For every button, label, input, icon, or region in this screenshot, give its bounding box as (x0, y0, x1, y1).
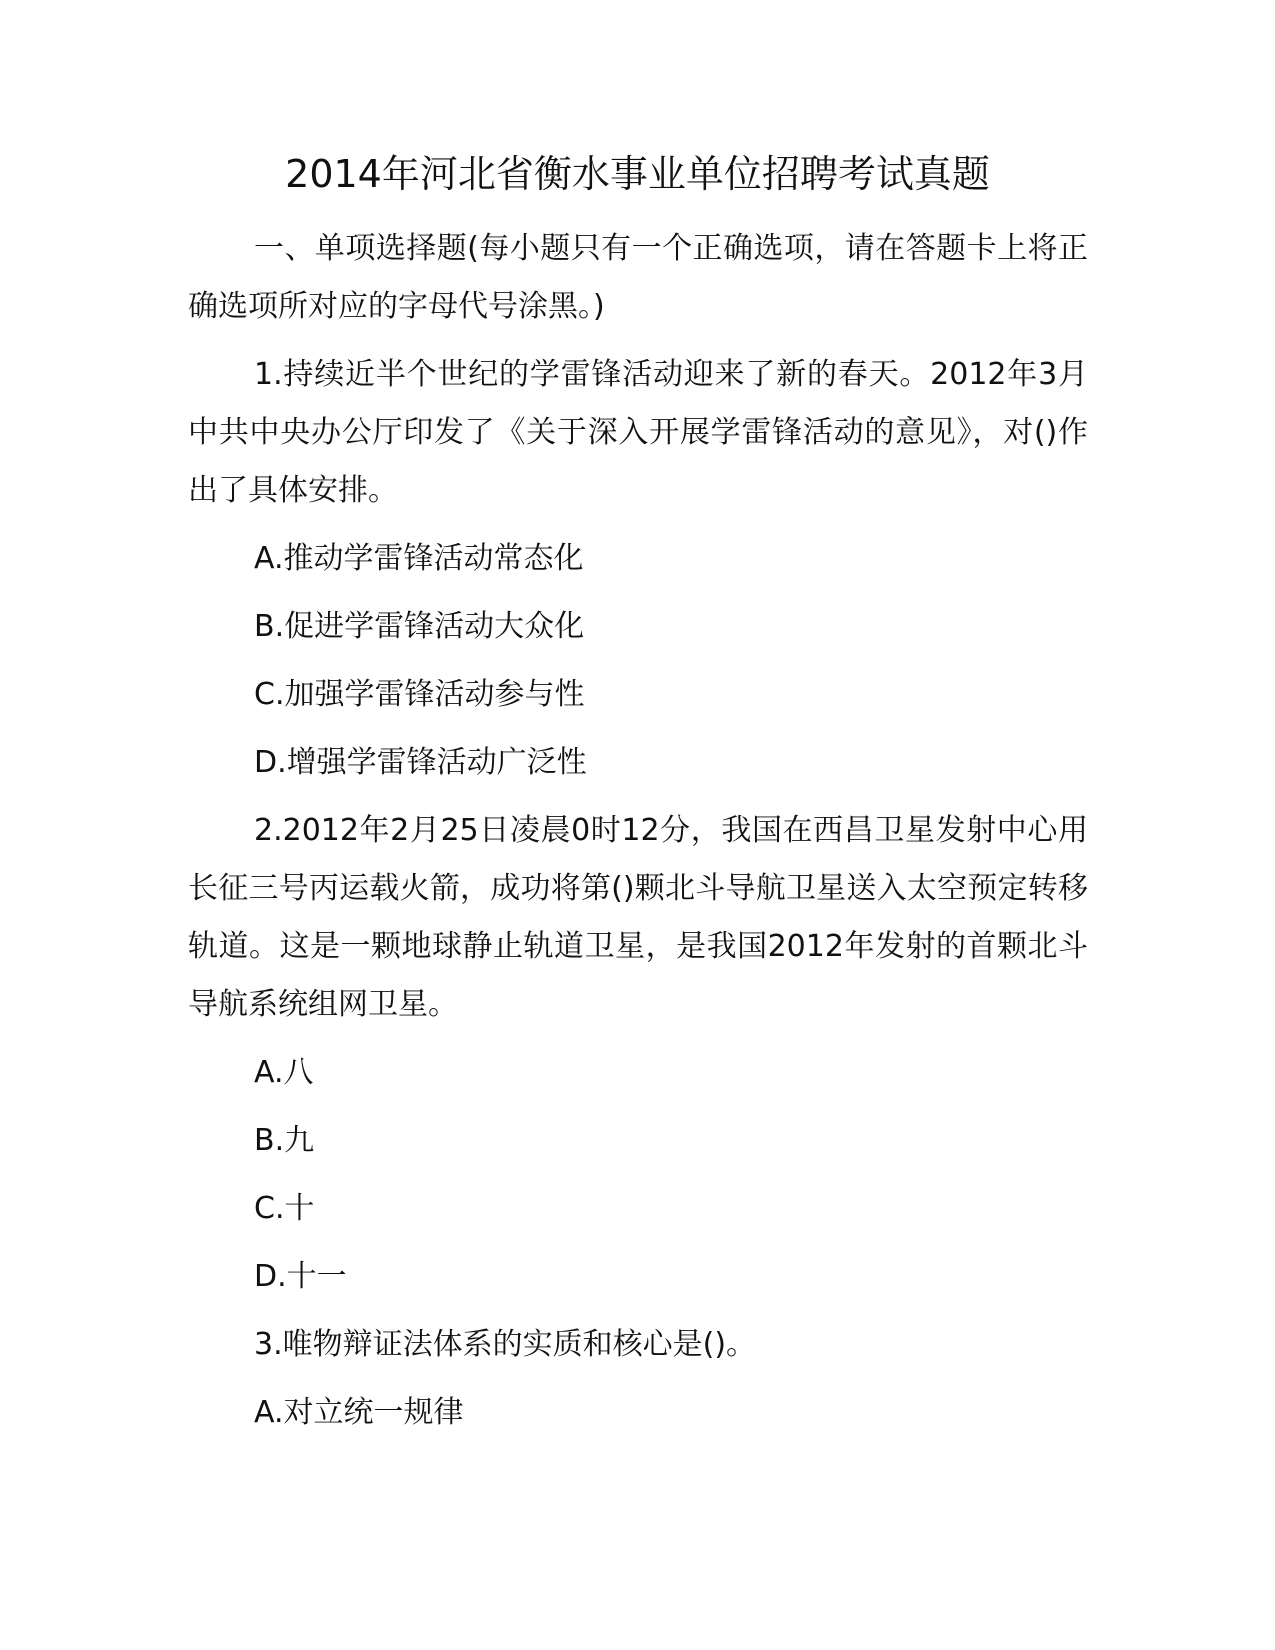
document-body (188, 220, 1088, 1452)
question-2-option-d: D.十一 (254, 1259, 347, 1294)
section-heading: 一、单项选择题(每小题只有一个正确选项，请在答题卡上将正确选项所对应的字母代号涂黑。) (188, 231, 1088, 324)
question-2-option-b: B.九 (254, 1123, 315, 1158)
question-2-option-a: A.八 (254, 1055, 314, 1090)
question-3-stem: 3.唯物辩证法体系的实质和核心是()。 (254, 1327, 757, 1362)
question-1-option-b: B.促进学雷锋活动大众化 (254, 609, 585, 644)
question-1-option-c: C.加强学雷锋活动参与性 (254, 677, 585, 712)
question-3-option-a: A.对立统一规律 (254, 1395, 464, 1430)
question-2-option-c: C.十 (254, 1191, 315, 1226)
document-title: 2014年河北省衡水事业单位招聘考试真题 (285, 152, 990, 196)
question-1-stem: 1.持续近半个世纪的学雷锋活动迎来了新的春天。2012年3月中共中央办公厅印发了《关于深入开展学雷锋活动的意见》，对()作出了具体安排。 (188, 357, 1088, 508)
question-1-option-a: A.推动学雷锋活动常态化 (254, 541, 584, 576)
question-2-stem: 2.2012年2月25日凌晨0时12分，我国在西昌卫星发射中心用长征三号丙运载火箭，成功将第()颗北斗导航卫星送入太空预定转移轨道。这是一颗地球静止轨道卫星，是我国2012年发射的首颗北斗导航系统组网卫星。 (188, 813, 1088, 1022)
question-1-option-d: D.增强学雷锋活动广泛性 (254, 745, 587, 780)
